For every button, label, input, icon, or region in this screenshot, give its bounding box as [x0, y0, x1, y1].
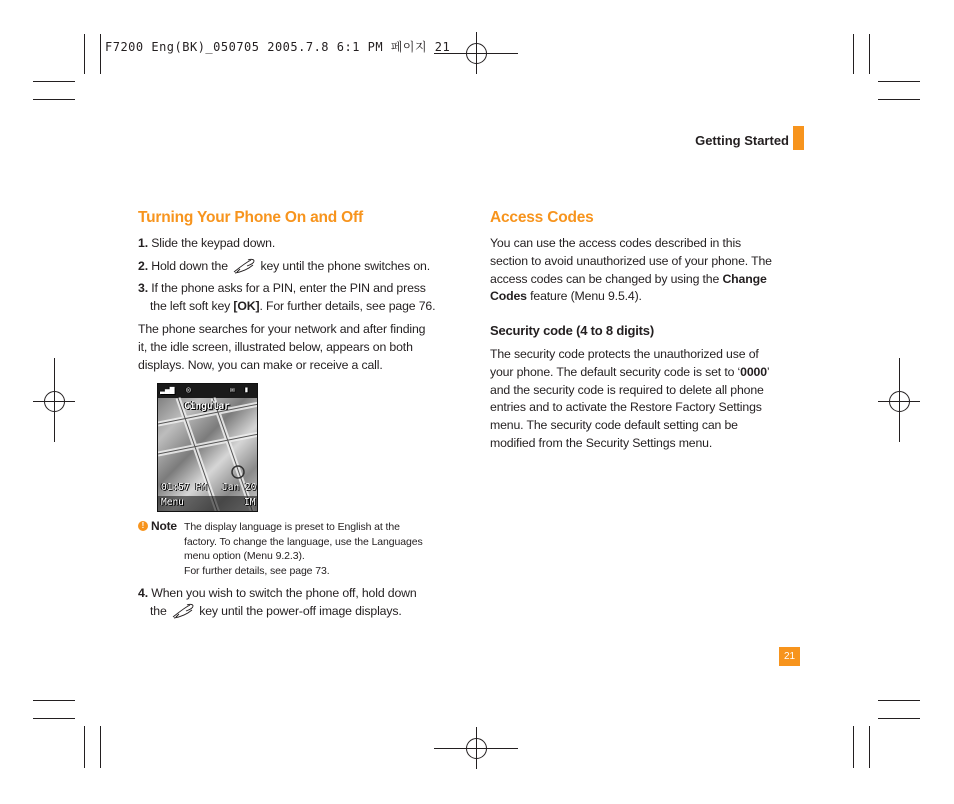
soft-key-right: IM	[244, 497, 256, 508]
paragraph-line: modified from the Security Settings menu.	[490, 435, 713, 450]
text-run: your phone. The default security code is set to ‘	[490, 364, 741, 379]
access-codes-intro	[490, 235, 772, 306]
step-text: When you wish to switch the phone off, hold down	[151, 586, 417, 600]
step-number: 3.	[138, 281, 148, 295]
ok-key-label: [OK]	[233, 298, 260, 313]
idle-screen-paragraph	[138, 321, 425, 374]
step-text: If the phone asks for a PIN, enter the PIN and press	[151, 281, 426, 295]
paragraph-line	[490, 364, 769, 382]
clock-date: Jan 20	[222, 482, 257, 493]
battery-icon: ▮	[244, 385, 249, 394]
menu-name-bold: Codes	[490, 289, 527, 304]
step-3	[138, 280, 435, 316]
left-heading: Turning Your Phone On and Off	[138, 209, 363, 226]
step-text-pre: Hold down the	[151, 259, 228, 273]
carrier-name: Cingular	[184, 401, 230, 412]
paragraph-line: and the security code is required to delete all phone	[490, 382, 764, 397]
section-header: Getting Started	[695, 133, 789, 148]
note-line: For further details, see page 73.	[184, 564, 330, 577]
paragraph-line: The security code protects the unauthorized use of	[490, 347, 759, 361]
text-run: access codes can be changed by using the	[490, 271, 723, 286]
phone-idle-screen-image	[157, 383, 258, 512]
step-text-post: key until the phone switches on.	[260, 259, 430, 273]
paragraph-line: menu. The security code default setting can be	[490, 418, 738, 433]
paragraph-line	[490, 288, 772, 306]
text-run: ’	[766, 364, 770, 379]
step-text: . For further details, see page 76.	[259, 298, 436, 313]
alarm-icon: ◎	[186, 385, 191, 394]
step-number: 1.	[138, 236, 148, 250]
section-tab-marker	[793, 126, 804, 150]
step-number: 2.	[138, 259, 148, 273]
step-text-pre: the	[150, 603, 167, 618]
note-line: The display language is preset to English at the	[184, 521, 400, 533]
end-power-key-icon	[170, 603, 196, 619]
note-line: factory. To change the language, use the Languages	[184, 535, 423, 548]
end-power-key-icon	[231, 258, 257, 274]
menu-name-bold: Change	[722, 271, 767, 286]
step-text-post: key until the power-off image displays.	[199, 603, 402, 618]
signal-strength-icon: ▂▄▆	[160, 385, 175, 394]
paragraph-line: section to avoid unauthorized use of your phone. The	[490, 253, 772, 268]
clock-time: 01:57 PM	[161, 482, 207, 493]
security-code-paragraph	[490, 346, 769, 453]
paragraph-line: The phone searches for your network and after finding	[138, 322, 426, 336]
text-run: feature (Menu 9.5.4).	[526, 289, 642, 304]
note-text	[184, 520, 423, 578]
security-code-subheading: Security code (4 to 8 digits)	[490, 323, 654, 338]
note-alert-icon: !	[138, 521, 148, 531]
step-number: 4.	[138, 586, 148, 600]
step-text: the left soft key	[150, 298, 234, 313]
page-number: 21	[779, 647, 800, 666]
paragraph-line	[490, 271, 772, 289]
paragraph-line: You can use the access codes described in this	[490, 236, 742, 250]
soft-key-left: Menu	[161, 497, 184, 508]
paragraph-line: entries and to activate the Restore Factory Settings	[490, 400, 762, 415]
paragraph-line: it, the idle screen, illustrated below, appears on both	[138, 339, 413, 354]
default-code-bold: 0000	[740, 364, 767, 379]
right-heading: Access Codes	[490, 209, 594, 226]
step-2	[138, 258, 430, 276]
step-text: Slide the keypad down.	[151, 236, 276, 250]
step-4	[138, 585, 417, 621]
note-label: Note	[151, 519, 177, 533]
step-1	[138, 235, 275, 253]
print-slug-line: F7200 Eng(BK)_050705 2005.7.8 6:1 PM 페이지 21	[105, 40, 451, 54]
paragraph-line: displays. Now, you can make or receive a call.	[138, 357, 383, 372]
note-line: menu option (Menu 9.2.3).	[184, 550, 305, 562]
message-icon: ✉	[230, 385, 235, 394]
